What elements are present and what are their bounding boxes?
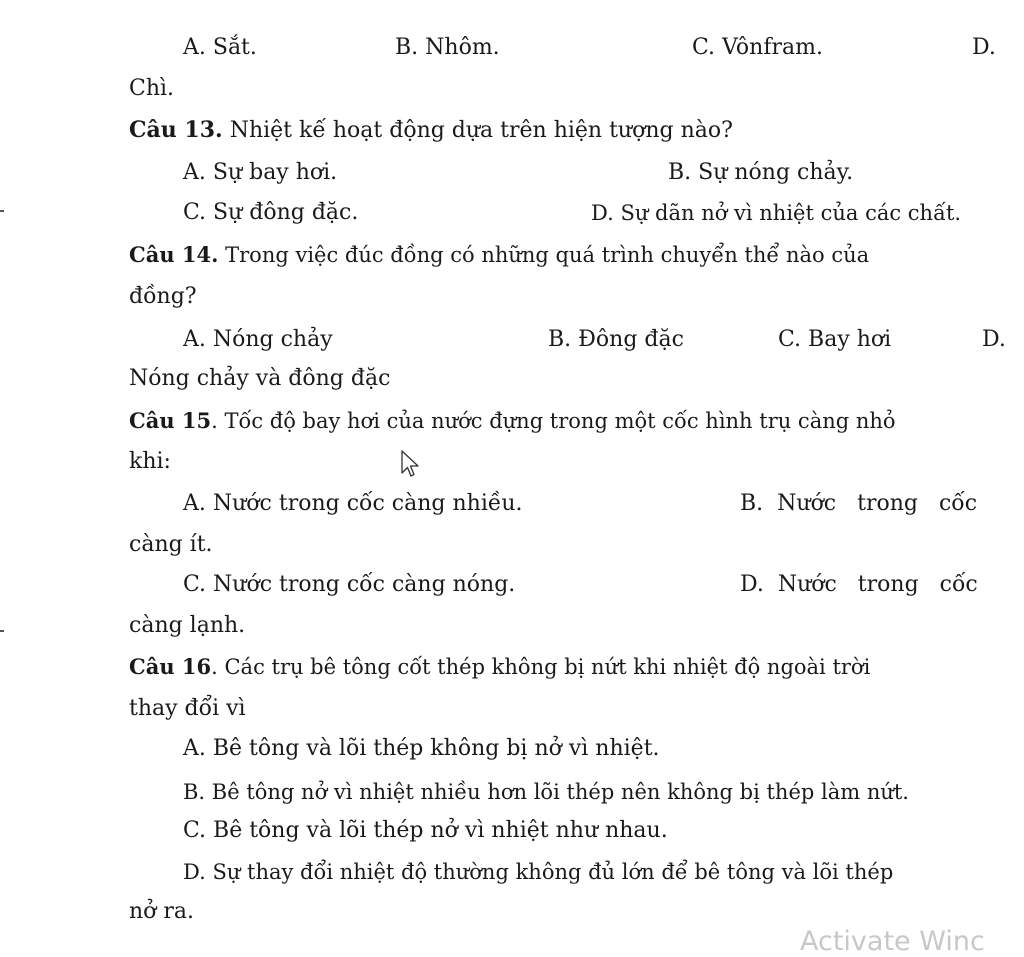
q13-option-c: C. Sự đông đặc. [183, 200, 359, 225]
q14-text: Trong việc đúc đồng có những quá trình chuyển thể nào của [225, 243, 870, 267]
q16-text-cont: thay đổi vì [129, 696, 246, 721]
q15-option-d: D. Nước trong cốc [740, 572, 978, 597]
q16-question [129, 652, 870, 682]
q14-option-d: D. [982, 327, 1006, 352]
q13-question [129, 115, 733, 146]
q16-label: Câu 16 [129, 654, 212, 679]
q12-option-d: D. [972, 35, 996, 60]
q16-option-b: B. Bê tông nở vì nhiệt nhiều hơn lõi thép nên không bị thép làm nứt. [183, 780, 909, 804]
q13-option-d: D. Sự dãn nở vì nhiệt của các chất. [591, 201, 962, 225]
q13-text: Nhiệt kế hoạt động dựa trên hiện tượng nào? [229, 118, 733, 143]
q16-option-a: A. Bê tông và lõi thép không bị nở vì nhiệt. [183, 736, 660, 761]
q16-option-d-cont: nở ra. [129, 899, 195, 924]
q15-option-a: A. Nước trong cốc càng nhiều. [183, 491, 523, 516]
q14-option-c: C. Bay hơi [778, 327, 892, 352]
activation-watermark: Activate Winc [800, 926, 985, 957]
q12-option-d-cont: Chì. [129, 76, 175, 101]
q12-option-c: C. Vônfram. [692, 35, 823, 60]
q14-label: Câu 14. [129, 242, 219, 267]
q16-text: . Các trụ bê tông cốt thép không bị nứt khi nhiệt độ ngoài trời [211, 655, 871, 679]
q14-text-cont: đồng? [129, 284, 197, 309]
q12-option-a: A. Sắt. [183, 35, 257, 60]
q16-option-d: D. Sự thay đổi nhiệt độ thường không đủ lớn để bê tông và lõi thép [183, 860, 894, 884]
q15-option-d-cont: càng lạnh. [129, 613, 246, 638]
q16-option-c: C. Bê tông và lõi thép nở vì nhiệt như nhau. [183, 818, 668, 843]
q15-text: . Tốc độ bay hơi của nước đựng trong một cốc hình trụ càng nhỏ [211, 409, 896, 433]
q12-option-b: B. Nhôm. [395, 35, 500, 60]
q14-option-a: A. Nóng chảy [183, 327, 333, 352]
q15-text-cont: khi: [129, 449, 171, 474]
q15-question [129, 406, 896, 436]
q13-label: Câu 13. [129, 117, 223, 143]
q13-option-a: A. Sự bay hơi. [183, 160, 338, 185]
mouse-cursor-icon [400, 449, 420, 479]
edge-mark [0, 210, 4, 212]
q15-option-b: B. Nước trong cốc [740, 491, 978, 516]
q14-question [129, 240, 869, 270]
q15-option-b-cont: càng ít. [129, 532, 213, 557]
q13-option-b: B. Sự nóng chảy. [668, 160, 854, 185]
q15-label: Câu 15 [129, 408, 212, 433]
q14-option-d-cont: Nóng chảy và đông đặc [129, 366, 391, 391]
q14-option-b: B. Đông đặc [548, 327, 684, 352]
q15-option-c: C. Nước trong cốc càng nóng. [183, 572, 516, 597]
edge-mark [0, 630, 4, 632]
